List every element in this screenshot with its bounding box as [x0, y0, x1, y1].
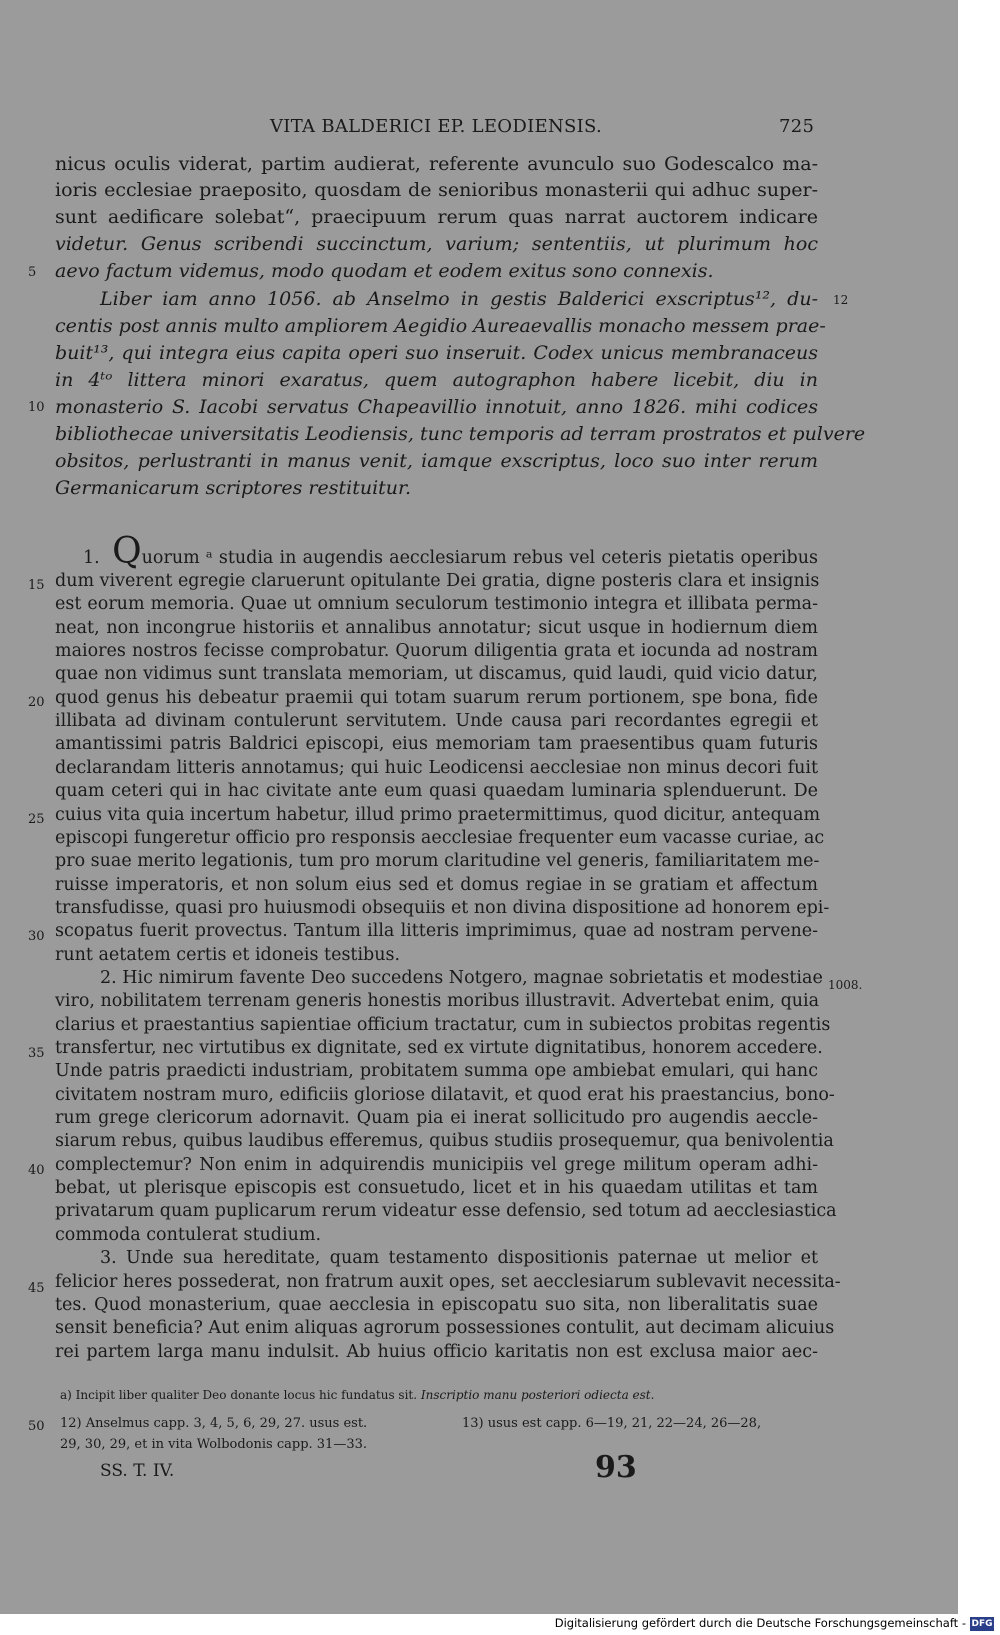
intro-line: ioris ecclesiae praeposito, quosdam de senioribus monasterii qui adhuc super- — [55, 179, 818, 201]
line-number: 10 — [28, 400, 45, 415]
text-line: est eorum memoria. Quae ut omnium seculorum testimonio integra et illibata perma- — [55, 594, 818, 614]
text-line: amantissimi patris Baldrici episcopi, eius memoriam tam praesentibus quam futuris — [55, 734, 818, 754]
text-line: pro suae merito legationis, tum pro morum claritudine vel generis, familiaritatem me- — [55, 851, 820, 871]
text-line: bebat, ut plerisque episcopis est consuetudo, licet et in his quaedam utilitas et tam — [55, 1178, 818, 1198]
text-line: runt aetatem certis et idoneis testibus. — [55, 945, 401, 965]
text-line: rum grege clericorum adornavit. Quam pia ei inerat sollicitudo pro augendis aeccle- — [55, 1108, 818, 1128]
text-line: commoda contulerat studium. — [55, 1225, 322, 1245]
footnote-12-line2: 29, 30, 29, et in vita Wolbodonis capp. 31—33. — [60, 1437, 367, 1452]
line-number: 20 — [28, 695, 45, 710]
paragraph-1-first-line — [55, 531, 818, 572]
funding-text: Digitalisierung gefördert durch die Deutsche Forschungsgemeinschaft - — [554, 1616, 966, 1630]
line-number: 30 — [28, 929, 45, 944]
footnote-13: 13) usus est capp. 6—19, 21, 22—24, 26—28, — [462, 1416, 762, 1431]
text-line: clarius et praestantius sapientiae officium tractatur, cum in subiectos probitas regentis — [55, 1015, 831, 1035]
text-line: transfudisse, quasi pro huiusmodi obsequiis et non divina dispositione ad honorem epi- — [55, 898, 830, 918]
text-line: quae non vidimus sunt translata memoriam, ut discamus, quid laudi, quid vicio datur, — [55, 664, 818, 684]
text-line: sensit beneficia? Aut enim aliquas agrorum possessiones contulit, aut decimam alicuius — [55, 1318, 835, 1338]
text-line: siarum rebus, quibus laudibus efferemus, quibus studiis prosequemur, qua benivolentia — [55, 1131, 834, 1151]
intro-line: centis post annis multo ampliorem Aegidio Aureaevallis monacho messem prae- — [55, 315, 826, 337]
intro-line: buit¹³, qui integra eius capita operi suo inseruit. Codex unicus membranaceus — [55, 342, 818, 364]
text-line: complectemur? Non enim in adquirendis municipiis vel grege militum operam adhi- — [55, 1155, 818, 1175]
intro-line: sunt aedificare solebat“, praecipuum rerum quas narrat auctorem indicare — [55, 206, 818, 228]
intro-line: Germanicarum scriptores restituitur. — [55, 477, 412, 499]
dfg-logo: DFG — [971, 1619, 993, 1629]
intro-line: in 4ᵗᵒ littera minori exaratus, quem autographon habere licebit, diu in — [55, 369, 818, 391]
line-number: 45 — [28, 1281, 45, 1296]
text-line: illibata ad divinam contulerunt servitutem. Unde causa pari recordantes egregii et — [55, 711, 818, 731]
text-line: 2. Hic nimirum favente Deo succedens Notgero, magnae sobrietatis et modestiae — [100, 968, 823, 988]
line-number: 15 — [28, 578, 45, 593]
footnote-a-italic: Inscriptio manu posteriori odiecta est. — [420, 1388, 655, 1402]
line-number: 25 — [28, 812, 45, 827]
text-line: quod genus his debeatur praemii qui totam suarum rerum portionem, spe bona, fide — [55, 688, 818, 708]
page-number: 725 — [779, 116, 815, 137]
line-number: 50 — [28, 1419, 45, 1434]
intro-line: monasterio S. Iacobi servatus Chapeavillio innotuit, anno 1826. mihi codices — [55, 396, 818, 418]
text-line: 3. Unde sua hereditate, quam testamento dispositionis paternae ut melior et — [100, 1248, 818, 1268]
line-number: 5 — [28, 265, 37, 280]
footer-bar — [0, 1614, 1000, 1635]
text-line: privatarum quam puplicarum rerum videatur esse defensio, sed totum ad aecclesiastica — [55, 1201, 837, 1221]
sheet-signature: 93 — [595, 1450, 637, 1485]
margin-note-year: 1008. — [828, 978, 863, 992]
intro-line: aevo factum videmus, modo quodam et eodem exitus sono connexis. — [55, 260, 714, 282]
text-line: ruisse imperatoris, et non solum eius sed et domus regiae in se gratiam et affectum — [55, 875, 818, 895]
margin-note-12: 12 — [833, 293, 849, 307]
text-line: dum viverent egregie claruerunt opitulante Dei gratia, digne posteris clara et insignis — [55, 571, 820, 591]
series-signature: SS. T. IV. — [100, 1461, 175, 1481]
text-line: Unde patris praedicti industriam, probitatem summa ope ambiebat emulari, qui hanc — [55, 1061, 818, 1081]
intro-line: obsitos, perlustranti in manus venit, iamque exscriptus, loco suo inter rerum — [55, 450, 818, 472]
text-line: cuius vita quia incertum habetur, illud primo praetermittimus, quod dicitur, antequam — [55, 805, 821, 825]
line-number: 35 — [28, 1046, 45, 1061]
intro-line: bibliothecae universitatis Leodiensis, tunc temporis ad terram prostratos et pulvere — [55, 423, 866, 445]
paragraph-number: 1. — [83, 548, 100, 568]
intro-line: nicus oculis viderat, partim audierat, referente avunculo suo Godescalco ma- — [55, 153, 818, 175]
text-line: quam ceteri qui in hac civitate ante eum quasi quaedam luminaria splenduerunt. De — [55, 781, 818, 801]
text-line: neat, non incongrue historiis et annalibus annotatur; sicut usque in hodiernum diem — [55, 618, 818, 638]
text-line: declarandam litteris annotamus; qui huic Leodicensi aecclesiae non minus decori fuit — [55, 758, 818, 778]
intro-line: Liber iam anno 1056. ab Anselmo in gestis Balderici exscriptus¹², du- — [100, 288, 818, 310]
text-line: felicior heres possederat, non fratrum auxit opes, set aecclesiarum sublevavit necessita- — [55, 1272, 841, 1292]
intro-line: videtur. Genus scribendi succinctum, varium; sententiis, ut plurimum hoc — [55, 233, 818, 255]
footnote-a-text: a) Incipit liber qualiter Deo donante locus hic fundatus sit. — [60, 1388, 418, 1402]
first-line-rest: uorum ᵃ studia in augendis aecclesiarum rebus vel ceteris pietatis operibus — [141, 548, 818, 568]
footnote-12-line1: 12) Anselmus capp. 3, 4, 5, 6, 29, 27. usus est. — [60, 1416, 368, 1431]
drop-initial: Q — [112, 531, 142, 572]
text-line: transfertur, nec virtutibus ex dignitate, sed ex virtute dignitatibus, honorem accedere. — [55, 1038, 823, 1058]
footnote-a — [60, 1388, 654, 1402]
text-line: tes. Quod monasterium, quae aecclesia in episcopatu suo sita, non liberalitatis suae — [55, 1295, 818, 1315]
text-line: civitatem nostram muro, edificiis gloriose dilatavit, et quod erat his praestancius, bono- — [55, 1085, 835, 1105]
text-line: viro, nobilitatem terrenam generis honestis moribus illustravit. Advertebat enim, quia — [55, 991, 820, 1011]
line-number: 40 — [28, 1163, 45, 1178]
running-title: VITA BALDERICI EP. LEODIENSIS. — [270, 116, 603, 137]
text-line: maiores nostros fecisse comprobatur. Quorum diligentia grata et iocunda ad nostram — [55, 641, 818, 661]
text-line: episcopi fungeretur officio pro responsis aecclesiae frequenter eum vacasse curiae, ac — [55, 828, 825, 848]
text-line: rei partem larga manu indulsit. Ab huius officio karitatis non est exclusa maior aec- — [55, 1342, 818, 1362]
text-line: scopatus fuerit provectus. Tantum illa litteris imprimimus, quae ad nostram pervene- — [55, 921, 818, 941]
